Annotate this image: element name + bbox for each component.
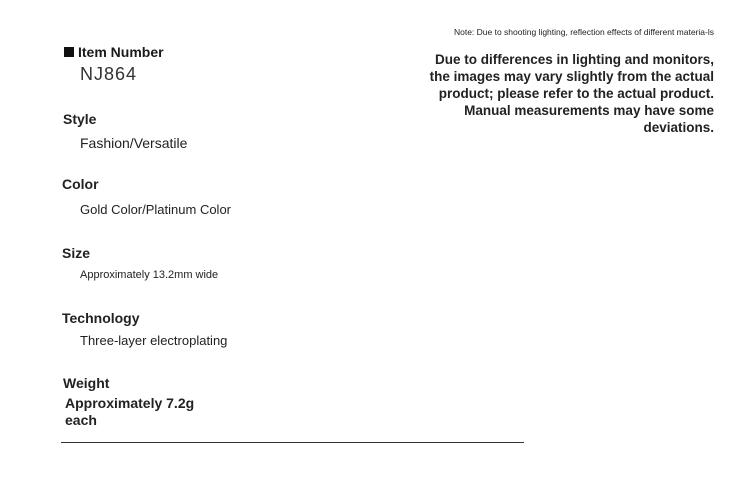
item-number-label bbox=[64, 44, 164, 60]
weight-label: Weight bbox=[63, 375, 110, 391]
style-label: Style bbox=[63, 111, 97, 127]
size-label: Size bbox=[62, 245, 91, 261]
note-small: Note: Due to shooting lighting, reflection effects of different materia-ls bbox=[453, 27, 714, 37]
technology-label: Technology bbox=[62, 310, 140, 326]
weight-value: Approximately 7.2g each bbox=[65, 395, 195, 428]
bottom-divider bbox=[61, 442, 524, 443]
square-bullet-icon bbox=[64, 47, 74, 57]
style-value: Fashion/Versatile bbox=[80, 135, 188, 151]
color-value: Gold Color/Platinum Color bbox=[80, 202, 232, 217]
item-number-label-text: Item Number bbox=[78, 44, 164, 60]
technology-value: Three-layer electroplating bbox=[80, 333, 228, 348]
color-label: Color bbox=[62, 176, 99, 192]
note-disclaimer: Due to differences in lighting and monitors, the images may vary slightly from the actual product; please refer to the actual product. Manual measurements may have some deviations. bbox=[429, 52, 714, 135]
item-number-value: NJ864 bbox=[80, 64, 138, 84]
size-value: Approximately 13.2mm wide bbox=[80, 269, 219, 281]
